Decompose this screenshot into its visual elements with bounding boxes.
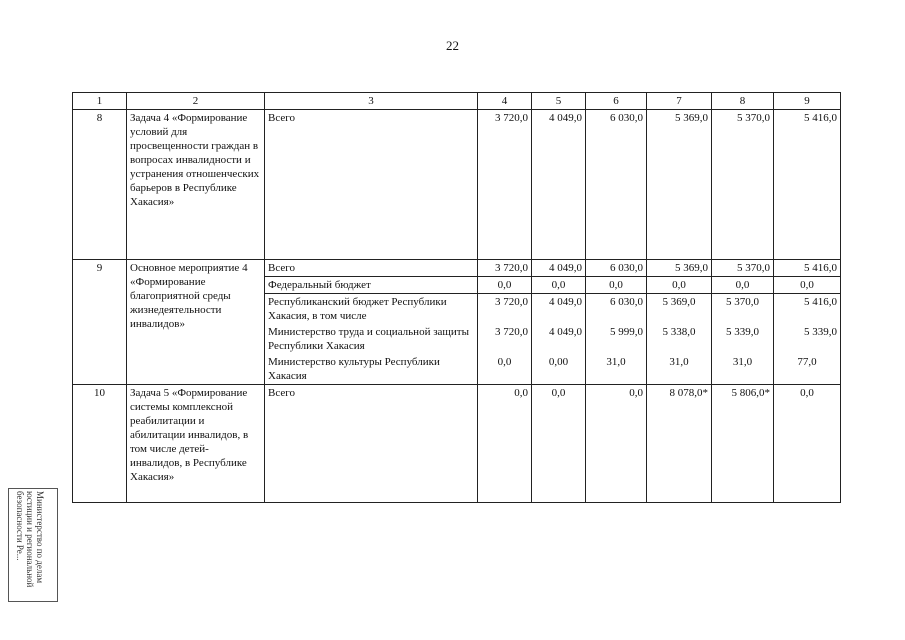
value-cell: 5 370,0 (712, 294, 774, 325)
value-cell: 4 049,0 (532, 110, 586, 260)
value-cell: 6 030,0 (586, 260, 647, 277)
value-cell: 8 078,0* (647, 385, 712, 503)
row-name: Задача 5 «Формирование системы комплексной реабилитации и абилитации инвалидов, в том числе детей-инвалидов, в Республике Хакасия» (127, 385, 265, 503)
header-row (73, 93, 841, 110)
value-cell: 5 339,0 (774, 324, 841, 354)
value-cell: 0,0 (532, 277, 586, 294)
value-cell: 5 370,0 (712, 260, 774, 277)
stamp-line: юстиции и региональной (25, 491, 35, 588)
header-cell: 1 (73, 93, 127, 110)
value-cell: 0,0 (478, 277, 532, 294)
value-cell: 4 049,0 (532, 260, 586, 277)
table-row (73, 385, 841, 503)
value-cell: 5 999,0 (586, 324, 647, 354)
value-cell: 0,0 (532, 385, 586, 503)
table-row (73, 110, 841, 260)
value-cell: 0,0 (774, 277, 841, 294)
value-cell: 31,0 (712, 354, 774, 385)
value-cell: 3 720,0 (478, 110, 532, 260)
funding-source: Федеральный бюджет (265, 277, 478, 294)
header-cell: 5 (532, 93, 586, 110)
page-number: 22 (446, 38, 459, 53)
value-cell: 31,0 (586, 354, 647, 385)
value-cell: 6 030,0 (586, 110, 647, 260)
registration-stamp (8, 488, 58, 602)
row-name: Основное мероприятие 4 «Формирование благоприятной среды жизнедеятельности инвалидов» (127, 260, 265, 385)
value-cell: 0,0 (478, 354, 532, 385)
value-cell: 3 720,0 (478, 260, 532, 277)
value-cell: 5 370,0 (712, 110, 774, 260)
row-number: 8 (73, 110, 127, 260)
value-cell: 5 339,0 (712, 324, 774, 354)
table-row (73, 260, 841, 277)
funding-source: Всего (265, 110, 478, 260)
header-cell: 2 (127, 93, 265, 110)
value-cell: 5 416,0 (774, 294, 841, 325)
header-cell: 6 (586, 93, 647, 110)
value-cell: 6 030,0 (586, 294, 647, 325)
header-cell: 3 (265, 93, 478, 110)
header-cell: 7 (647, 93, 712, 110)
stamp-line: безопасности Ре... (15, 491, 25, 561)
row-name: Задача 4 «Формирование условий для просвещенности граждан в вопросах инвалидности и устранения отношенческих барьеров в Республике Хакасия» (127, 110, 265, 260)
value-cell: 5 806,0* (712, 385, 774, 503)
value-cell: 5 416,0 (774, 260, 841, 277)
row-number: 9 (73, 260, 127, 385)
header-cell: 8 (712, 93, 774, 110)
value-cell: 4 049,0 (532, 324, 586, 354)
budget-table (72, 92, 841, 503)
funding-source: Всего (265, 385, 478, 503)
value-cell: 5 369,0 (647, 294, 712, 325)
value-cell: 0,0 (586, 277, 647, 294)
value-cell: 31,0 (647, 354, 712, 385)
value-cell: 77,0 (774, 354, 841, 385)
value-cell: 5 416,0 (774, 110, 841, 260)
funding-source: Министерство культуры Республики Хакасия (265, 354, 478, 385)
value-cell: 5 369,0 (647, 110, 712, 260)
value-cell: 0,0 (647, 277, 712, 294)
value-cell: 5 369,0 (647, 260, 712, 277)
value-cell: 0,00 (532, 354, 586, 385)
funding-source: Всего (265, 260, 478, 277)
header-cell: 4 (478, 93, 532, 110)
value-cell: 0,0 (478, 385, 532, 503)
value-cell: 3 720,0 (478, 324, 532, 354)
header-cell: 9 (774, 93, 841, 110)
value-cell: 3 720,0 (478, 294, 532, 325)
funding-source: Министерство труда и социальной защиты Республики Хакасия (265, 324, 478, 354)
value-cell: 0,0 (712, 277, 774, 294)
stamp-line: Министерство по делам (35, 491, 45, 584)
funding-source: Республиканский бюджет Республики Хакасия, в том числе (265, 294, 478, 325)
value-cell: 5 338,0 (647, 324, 712, 354)
value-cell: 0,0 (774, 385, 841, 503)
value-cell: 0,0 (586, 385, 647, 503)
value-cell: 4 049,0 (532, 294, 586, 325)
row-number: 10 (73, 385, 127, 503)
